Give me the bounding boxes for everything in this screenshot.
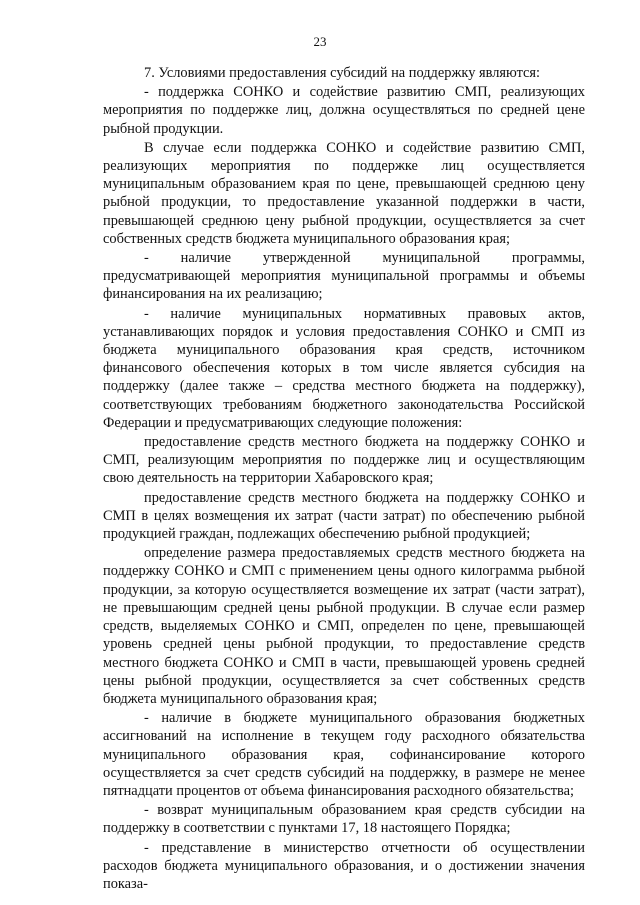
paragraph-1: 7. Условиями предоставления субсидий на поддержку являются: (144, 65, 541, 81)
paragraph-5: - наличие муниципальных нормативных правовых актов, устанавливающих порядок и условия предоставления СОНКО и СМП из бюджета муниципального образования края средств, источником финансового обеспечения которых в том числе является субсидия на поддержку (далее также – средства местного бюджета на поддержку), соответствующих требованиям бюджетного законодательства Российской Федерации и предусматривающих следующие положения: (103, 305, 585, 431)
paragraph-6: предоставление средств местного бюджета на поддержку СОНКО и СМП, реализующим мероприятия по поддержке лиц и осуществляющим свою деятельность на территории Хабаровского края; (103, 434, 585, 487)
paragraph-2: - поддержка СОНКО и содействие развитию СМП, реализующих мероприятия по поддержке лиц, должна осуществляться по средней цене рыбной продукции. (103, 84, 585, 137)
paragraph-8: определение размера предоставляемых средств местного бюджета на поддержку СОНКО и СМП с применением цены одного килограмма рыбной продукции, за которую осуществляется возмещение их затрат (части затрат), не превышающим средней цены рыбной продукции. В случае если размер средств, выделяемых СОНКО и СМП, определен по цене, превышающей уровень средней цены рыбной продукции, то предоставление средств местного бюджета СОНКО и СМП в части, превышающей уровень средней цены рыбной продукции, осуществляется за счет собственных средств бюджета муниципального образования края; (103, 545, 585, 707)
paragraph-3: В случае если поддержка СОНКО и содействие развитию СМП, реализующих мероприятия по поддержке лиц осуществляется муниципальным образованием края по цене, превышающей среднюю цену рыбной продукции, то предоставление указанной поддержки в части, превышающей среднюю цену рыбной продукции, осуществляется за счет собственных средств бюджета муниципального образования края; (103, 139, 585, 247)
paragraph-10: - возврат муниципальным образованием края средств субсидии на поддержку в соответствии с пунктами 17, 18 настоящего Порядка; (103, 802, 585, 837)
page-number: 23 (313, 34, 327, 49)
paragraph-7: предоставление средств местного бюджета на поддержку СОНКО и СМП в целях возмещения их затрат (части затрат) по обеспечению рыбной продукцией граждан, подлежащих обеспечению рыбной продукцией; (103, 489, 585, 543)
paragraph-11: - представление в министерство отчетности об осуществлении расходов бюджета муниципального образования, и о достижении значения показа- (103, 839, 585, 892)
paragraph-4: - наличие утвержденной муниципальной программы, предусматривающей мероприятия муниципальной программы и объемы финансирования на их реализацию; (103, 250, 585, 303)
paragraph-9: - наличие в бюджете муниципального образования бюджетных ассигнований на исполнение в текущем году расходного обязательства муниципального образования края, софинансирование которого осуществляется за счет средств субсидий на поддержку, в размере не менее пятнадцати процентов от объема финансирования расходного обязательства; (103, 710, 585, 799)
body-text (103, 64, 585, 893)
